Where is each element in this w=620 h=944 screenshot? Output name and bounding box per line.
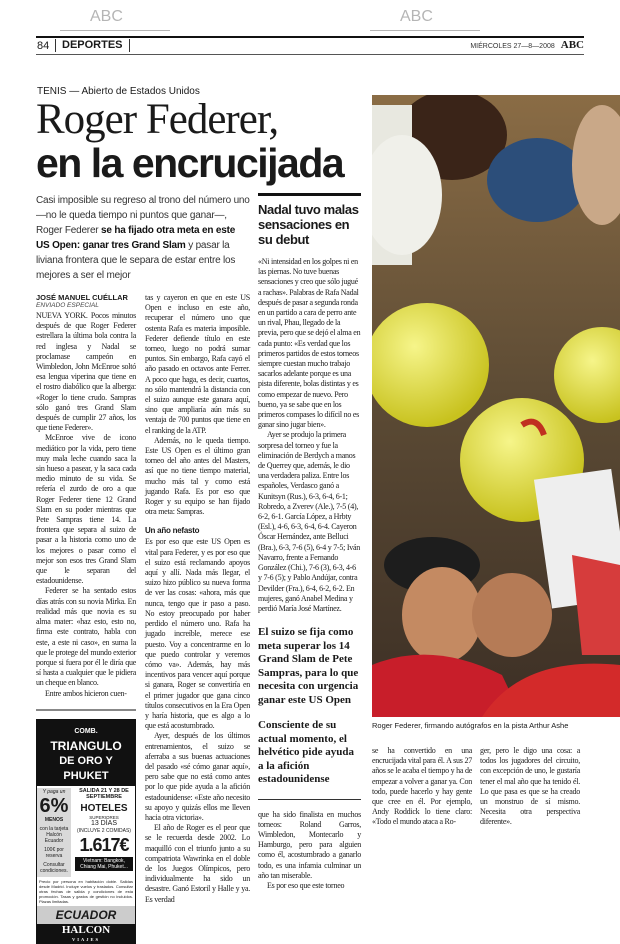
watermark: ABC <box>90 8 123 25</box>
deck-bold: se ha fijado otra meta en este US Open: ganar tres Grand Slam <box>36 225 236 251</box>
body-column-bottom-2 <box>372 746 472 828</box>
paragraph: Entre ambos hicieron cuen- <box>45 688 127 698</box>
pull-quote: El suizo se fija como meta superar los 14 Grand Slam de Pete Sampras, para lo que necesita con urgencia ganar este US Open <box>258 626 359 706</box>
halcon-logo-sub: VIAJES <box>71 936 100 942</box>
story-columns <box>36 293 250 944</box>
paragraph: Además, no le queda tiempo. Este US Open es el último gran torneo del año antes del Masters, así que no tiene tiempo material, mucho más tal y como está jugando Rafa. Es por eso que Roger y su equipo se han fijado otra meta: Sampras. <box>145 435 250 517</box>
sidebar-body <box>258 257 361 614</box>
photo-area <box>372 95 620 828</box>
ad-hotels-cat: SUPERIORES <box>89 814 119 820</box>
body-column-1-end <box>36 689 136 699</box>
ad-divider <box>36 709 136 711</box>
ad-fine-print: Precio por persona en habitación doble. Salidas desde Madrid. Incluye vuelos y traslados. Consultar otras fechas de salida y condiciones de esta promoción. Tasas y gastos de gestión no incluidos. Plazas limitadas. <box>39 878 133 904</box>
page-number: 84 <box>37 40 50 52</box>
body-column-2 <box>145 293 250 905</box>
ad-discount: 6% <box>39 794 69 817</box>
paragraph: NUEVA YORK. Pocos minutos después de que Roger Federer estrellara la última bola contra la red inglesa y Nadal se proclamase campeón en Wimbledon, John McEnroe soltó esa lengua viperina que tiene en el rostro diabólico que la alberga: «Roger lo tiene crudo. Sampras sólo ganó tres Grand Slam después de cumplir 27 años, los que tiene Federer». <box>36 311 136 433</box>
section-label: DEPORTES <box>55 39 130 52</box>
ad-offer <box>73 788 135 877</box>
page-body <box>36 86 620 944</box>
header-rule <box>36 36 584 38</box>
ad-includes: (INCLUYE 2 COMIDAS) <box>77 827 131 834</box>
body-column-bottom-1 <box>258 810 361 892</box>
sidebar-rule <box>258 193 361 196</box>
deck-text: Casi imposible su regreso al trono del número uno —no le queda tiempo ni puntos que ganar—, Roger Federer <box>36 195 250 236</box>
watermark: ABC <box>400 8 433 25</box>
paragraph: McEnroe vive de icono mediático por la vida, pero tiene muy mala leche cuando saca la sin hueso a pasear, y la saca cada medio minuto de su vida. Se refería el zurdo de oro a que Roger Federer tiene 12 Grand Slam en su poder mientras que Pete Sampras tiene 14. La frontera que separa al suizo de pasar a la historia como uno de los mejores o pasar como el mejor son esos tres Grand Slam que le separan del estadounidense. <box>36 433 136 586</box>
subheading: Un año nefasto <box>145 526 200 536</box>
photo-caption: Roger Federer, firmando autógrafos en la pista Arthur Ashe <box>372 721 569 730</box>
ad-pay-label: Y paga un <box>42 788 66 795</box>
paragraph: Ayer, después de los últimos entrenamientos, el suizo se aferraba a sus buenas actuaciones del pasado «sé cómo ganar aquí», pero sabe que no está como antes por lo que pide ayuda a la afición estadounidense: «Este año necesito su apoyo y quizás ellos me lleven hacia otra victoria». <box>145 731 250 822</box>
paragraph: que ha sido finalista en muchos torneos: Roland Garros, Wimbledon, Montecarlo y Hamburgo, pero para alguien como él, acostumbrado a ganarlo todo, es una infamia culminar un año tan miserable. <box>258 809 361 880</box>
paragraph: Federer se ha sentado estos días atrás con su novia Mirka. En realidad más que novia es su alma mater: «haz esto, esto no, firma este contrato, habla con este, a este ni caso», en suma la que le protege del mundo exterior porque si fuera por él le diría que sí hasta a cualquier que le pidiera un cheque en blanco. <box>36 586 136 688</box>
paragraph: El año de Roger es el peor que se le recuerda desde 2002. Lo maquilló con el triunfo junto a su compatriota Wawrinka en el doble de los Juegos Olímpicos, pero individualmente ha sido un desastre. Ganó Estoril y Halle y ya. Es verdad <box>145 823 250 904</box>
paragraph: «Ni intensidad en los golpes ni en las piernas. No tuve buenas sensaciones y creo que sólo jugué a rachas». Palabras de Rafa Nadal después de pasar a segunda ronda en un partido a cara de perro ante un rival, Phau, llegado de la previa, pero que se dejó el alma en cada punto: «Es verdad que los primeros partidos de estos torneos siempre cuestan mucho trabajo sacarlos adelante porque es una pista diferente, bolas distintas y es como empezar de nuevo. Pero bueno, ya se sabe que en los primeros compases lo difícil no es ganar sino jugar bien». <box>258 257 361 430</box>
ad-price: 1.617€ <box>79 835 129 856</box>
ad-route: Vietnam: Bangkok, Chiang Mai, Phuket... <box>75 857 133 871</box>
ad-hotels: HOTELES <box>80 802 128 814</box>
paragraph: Ayer se produjo la primera sorpresa del torneo y fue la eliminación de Berdych a manos de Querrey que, además, le dio una verdadera paliza. Entre los españoles, Verdasco ganó a Kunitsyn (Rus.), 6-3, 6-4, 6-1; Robredo, a Zverev (Ale.), 7-5 (4), 6-2, 6-1. García López, a Hrbty (Esl.), 4-6, 6-3, 6-4, 6-4. Cayeron Óscar Hernández, ante Belluci (Bra.), 6-3, 7-6 (5), 6-4 y 7-5; Iván Navarro, frente a Fernando González (Chi.), 7-6 (3), 6-3, 4-6 y 7-6 (5); y Pablo Andújar, contra Devilder (Fra.), 6-4, 6-2, 6-2. En mujeres, ganó Anabel Medina y perdió María José Martínez. <box>258 430 361 613</box>
body-column-1 <box>36 311 136 689</box>
paragraph: Es por eso que este torneo <box>267 881 345 891</box>
travel-advertisement[interactable] <box>36 719 136 944</box>
paragraph: Es por eso que este US Open es vital para Federer, y es por eso que el suizo está reclamando apoyos aquí y allí. Nada más llegar, el suizo hizo público su nueva forma de ver las cosas: «ahora, más que nunca, tengo que ir paso a paso. No estoy preocupado por haber perdido el número uno. Rafa ha jugado increíble, merece ese puesto. Voy a concentrarme en lo que puedo controlar y veremos cómo va». Además, hay más incentivos para vencer aquí porque si ganara, Roger se convertiría en el primer jugador que gana cinco títulos consecutivos en la Era Open y haría historia, que es algo a lo que está acostumbrado. <box>145 537 250 731</box>
halcon-logo-text: HALCON <box>61 923 111 936</box>
sidebar-column <box>258 193 361 891</box>
paragraph: se ha convertido en una encrucijada vital para él. A sus 27 años se le acaba el tiempo y ha de empezar a volver a ganar ya. Con todo, puede hacerlo y hay gente que cree en él. Por ejemplo, Andy Roddick lo tiene claro: «Todo el mundo ataca a Ro- <box>372 746 472 827</box>
issue-date: MIÉRCOLES 27—8—2008 <box>470 43 555 50</box>
ad-body <box>37 788 135 877</box>
pull-quote: Consciente de su actual momento, el helvético pide ayuda a la afición estadounidense <box>258 719 354 786</box>
ad-prefix: COMB. <box>74 727 98 735</box>
ad-title <box>37 720 135 786</box>
watermark-line <box>370 30 480 31</box>
kicker: TENIS — Abierto de Estados Unidos <box>37 86 200 97</box>
photo-federer-signing-autographs <box>372 95 620 717</box>
sidebar-title: Nadal tuvo malas sensaciones en su debut <box>258 202 359 247</box>
photo-illustration <box>372 95 620 717</box>
ad-days: 13 DÍAS <box>90 819 118 827</box>
brand-logo: ABC <box>560 39 584 51</box>
paragraph: ger, pero le digo una cosa: a todos los jugadores del circuito, con excepción de uno, le gustaría tener el mal año que ha tenido él. Lo que pasa es que se ha creado un monstruo de sí mismo. Necesita otra perspectiva diferente». <box>480 746 580 827</box>
headline-line1: Roger Federer, <box>36 96 279 143</box>
byline-role: ENVIADO ESPECIAL <box>36 302 99 309</box>
halcon-logo <box>37 924 135 943</box>
ad-extra-note: 100€ por reserva <box>44 846 64 859</box>
header-rule-thin <box>36 54 584 55</box>
headline-line2: en la encrucijada <box>36 140 344 186</box>
article-below-headline <box>36 193 361 944</box>
ad-card-note: con la tarjeta Halcón Ecuador <box>39 825 69 844</box>
ad-title1: TRIANGULO <box>50 738 122 753</box>
body-column-1-wrap <box>36 293 136 944</box>
article-area <box>36 86 361 944</box>
ecuador-logo: ECUADOR <box>37 906 135 924</box>
ad-conditions: Consultar condiciones. <box>40 861 68 874</box>
ad-discount-box <box>37 788 71 877</box>
header-right <box>470 39 584 51</box>
ad-less: MENOS <box>44 816 64 823</box>
deck-text: y pasar la liviana frontera que le separa de estar entre los mejores a ser el mejor <box>36 240 236 281</box>
pull-quote-rule <box>258 799 361 800</box>
ad-departure: SALIDA 21 Y 28 DE SEPTIEMBRE <box>79 787 129 801</box>
watermark-line <box>60 30 170 31</box>
byline: JOSÉ MANUEL CUÉLLAR <box>36 293 128 302</box>
main-story <box>36 193 250 944</box>
deck <box>36 193 250 283</box>
body-column-bottom-3 <box>480 746 580 828</box>
paragraph: tas y cayeron en que en este US Open e incluso en este año, recuperar el número uno que ostenta Rafa es materia imposible. Federer defiende título en este torneo, luego no podrá sumar puntos. Sin embargo, Rafa cayó el año pasado en octavos ante Ferrer. A poco que haga, es decir, cuartos, no sólo mantendrá la distancia con el suizo aunque este ganara aquí, sino que ampliaría aún más su ventaja de 700 puntos que tiene en el ranking de la ATP. <box>145 293 250 435</box>
bottom-columns <box>372 746 620 828</box>
ad-title2: DE ORO Y PHUKET <box>59 754 113 782</box>
